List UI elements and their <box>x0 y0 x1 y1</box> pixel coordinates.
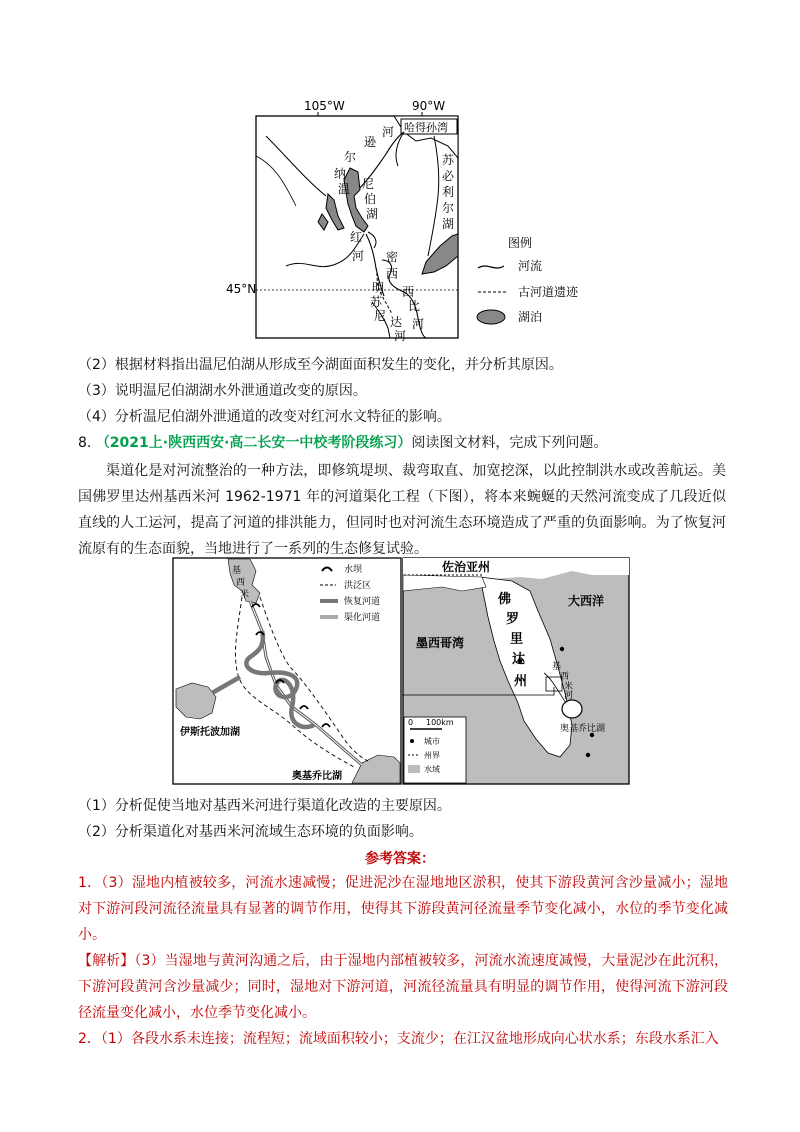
nelson-label-2: 河 <box>382 125 395 139</box>
legend-flood: 洪泛区 <box>344 581 372 591</box>
florida-c4: 达 <box>512 652 526 667</box>
winnipeg-c5: 伯 <box>364 192 377 206</box>
hudson-bay-label: 哈得孙湾 <box>404 121 448 134</box>
florida-c1: 佛 <box>498 592 512 607</box>
kissimmee-c4: 河 <box>564 691 574 701</box>
georgia-label: 佐治亚州 <box>442 560 491 574</box>
map-kissimmee-figure <box>172 557 402 785</box>
legend-lake: 湖泊 <box>518 310 543 324</box>
legend-river: 河流 <box>518 259 543 273</box>
florida-c2: 罗 <box>506 612 520 627</box>
map-kissimmee-river <box>172 557 402 785</box>
superior-c2: 必 <box>442 169 455 183</box>
istokpoga-label: 伊斯托波加湖 <box>180 727 240 738</box>
legend-water-symbol <box>408 765 420 773</box>
q8-prompt: 阅读图文材料，完成下列问题。 <box>411 435 608 451</box>
analysis-text: （3）当湿地与黄河沟通之后，由于湿地内部植被较多，河流水流速度减慢，大量泥沙在此沉积，下游河段黄河含沙量减少；同时，湿地对下游河道，河流径流量具有明显的调节作用，使得河流下游河段径流量变化减小，水位季节变化减小。 <box>78 953 729 1021</box>
winnipeg-c6: 湖 <box>366 207 379 221</box>
map-florida <box>402 557 630 785</box>
superior-c4: 尔 <box>442 201 455 215</box>
legend-water: 水域 <box>424 765 440 774</box>
q8-source: （2021上·陕西西安·高二长安一中校考阶段练习） <box>95 435 412 451</box>
kissimmee-lake-c1: 基 <box>232 566 242 576</box>
lon-105w: 105°W <box>304 99 345 113</box>
mississippi-c2: 西 <box>386 267 399 281</box>
superior-c3: 利 <box>442 185 455 199</box>
minnesota-c1: 明 <box>372 281 385 295</box>
legend-title: 图例 <box>508 236 533 250</box>
lon-90w: 90°W <box>412 99 446 113</box>
minnesota-c4: 达 <box>390 315 403 329</box>
red-river-c1: 红 <box>350 230 363 244</box>
answer-2: 2．（1）各段水系未连接；流程短；流域面积较小；支流少；在江汉盆地形成向心状水系；东段水系汇入 <box>78 1031 719 1047</box>
legend-lake-symbol <box>477 310 505 324</box>
winnipeg-c4: 尼 <box>362 177 375 191</box>
minnesota-c2: 苏 <box>370 295 383 309</box>
map-lake-winnipeg-figure <box>226 96 598 342</box>
answers-title: 参考答案： <box>365 851 435 867</box>
okeechobee-label-left: 奥基乔比湖 <box>292 771 342 782</box>
answer-1: 1．（3）湿地内植被较多，河流水速减慢；促进泥沙在湿地地区淤积，使其下游段黄河含沙量减小；湿地对下游河段河流径流量具有显著的调节作用，使得其下游段黄河径流量季节变化减小，水位的季节变化减小。 <box>78 875 728 943</box>
question-3: （3）说明温尼伯湖湖水外泄通道改变的原因。 <box>78 383 367 399</box>
miss-b-c2: 比 <box>408 299 421 313</box>
winnipeg-c2: 纳 <box>334 167 347 181</box>
scale-label: 100km <box>426 718 454 727</box>
mississippi-c1: 密 <box>386 250 399 264</box>
kissimmee-c1: 基 <box>552 662 562 672</box>
superior-c5: 湖 <box>442 217 455 231</box>
winnipeg-c1: 尔 <box>344 150 357 164</box>
q8-question-1: （1）分析促使当地对基西米河进行渠道化改造的主要原因。 <box>78 798 451 814</box>
atlantic-label: 大西洋 <box>568 594 605 608</box>
kissimmee-lake-c3: 米 <box>240 590 250 600</box>
kissimmee-lake-c2: 西 <box>236 578 246 588</box>
lat-45n: 45°N <box>226 282 257 296</box>
legend-channel: 渠化河道 <box>344 613 381 623</box>
florida-c5: 州 <box>514 674 528 689</box>
analysis-tag: 【解析】 <box>78 953 135 969</box>
legend-restored: 恢复河道 <box>344 597 381 607</box>
map-lake-winnipeg <box>226 96 598 342</box>
legend-city-symbol <box>410 739 414 743</box>
legend-dam: 水坝 <box>344 565 363 575</box>
scale-zero: 0 <box>408 718 414 727</box>
okeechobee-label: 奥基乔比湖 <box>560 724 606 734</box>
q8-number: 8. <box>78 435 92 451</box>
kissimmee-c2: 西 <box>560 672 570 682</box>
minnesota-c5: 河 <box>394 329 407 342</box>
legend-city: 城市 <box>424 737 440 746</box>
answer-1-analysis <box>78 948 728 1026</box>
q8-paragraph: 渠道化是对河流整治的一种方法，即修筑堤坝、裁弯取直、加宽挖深，以此控制洪水或改善航运。美国佛罗里达州基西米河 1962-1971 年的河道渠化工程（下图），将本来蜿蜒的天然河流变成了几段近似直线的人工运河，提高了河道的排洪能力，但同时也对河流生态环境造成了严重的负面影响。为了恢复河流原有的生态面貌，当地进行了一系列的生态修复试验。 <box>78 463 726 557</box>
kissimmee-c3: 米 <box>564 682 574 692</box>
florida-c3: 里 <box>510 632 524 647</box>
q8-question-2: （2）分析渠道化对基西米河流域生态环境的负面影响。 <box>78 824 423 840</box>
legend-border: 州界 <box>424 751 440 760</box>
superior-c1: 苏 <box>442 153 455 167</box>
red-river-c2: 河 <box>352 249 365 263</box>
gulf-label: 墨西哥湾 <box>416 636 465 650</box>
miss-b-c3: 河 <box>412 317 425 331</box>
map-florida-figure <box>402 557 630 785</box>
minnesota-c3: 尼 <box>374 309 387 323</box>
legend-ancient: 古河道遗迹 <box>518 285 579 299</box>
winnipeg-c3: 温 <box>338 182 351 196</box>
legend-river-symbol <box>478 266 504 268</box>
nelson-label-1: 逊 <box>364 135 377 149</box>
miss-b-c1: 西 <box>402 285 415 299</box>
question-4: （4）分析温尼伯湖外泄通道的改变对红河水文特征的影响。 <box>78 409 451 425</box>
q8-header <box>78 434 607 452</box>
question-2: （2）根据材料指出温尼伯湖从形成至今湖面面积发生的变化，并分析其原因。 <box>78 357 563 373</box>
